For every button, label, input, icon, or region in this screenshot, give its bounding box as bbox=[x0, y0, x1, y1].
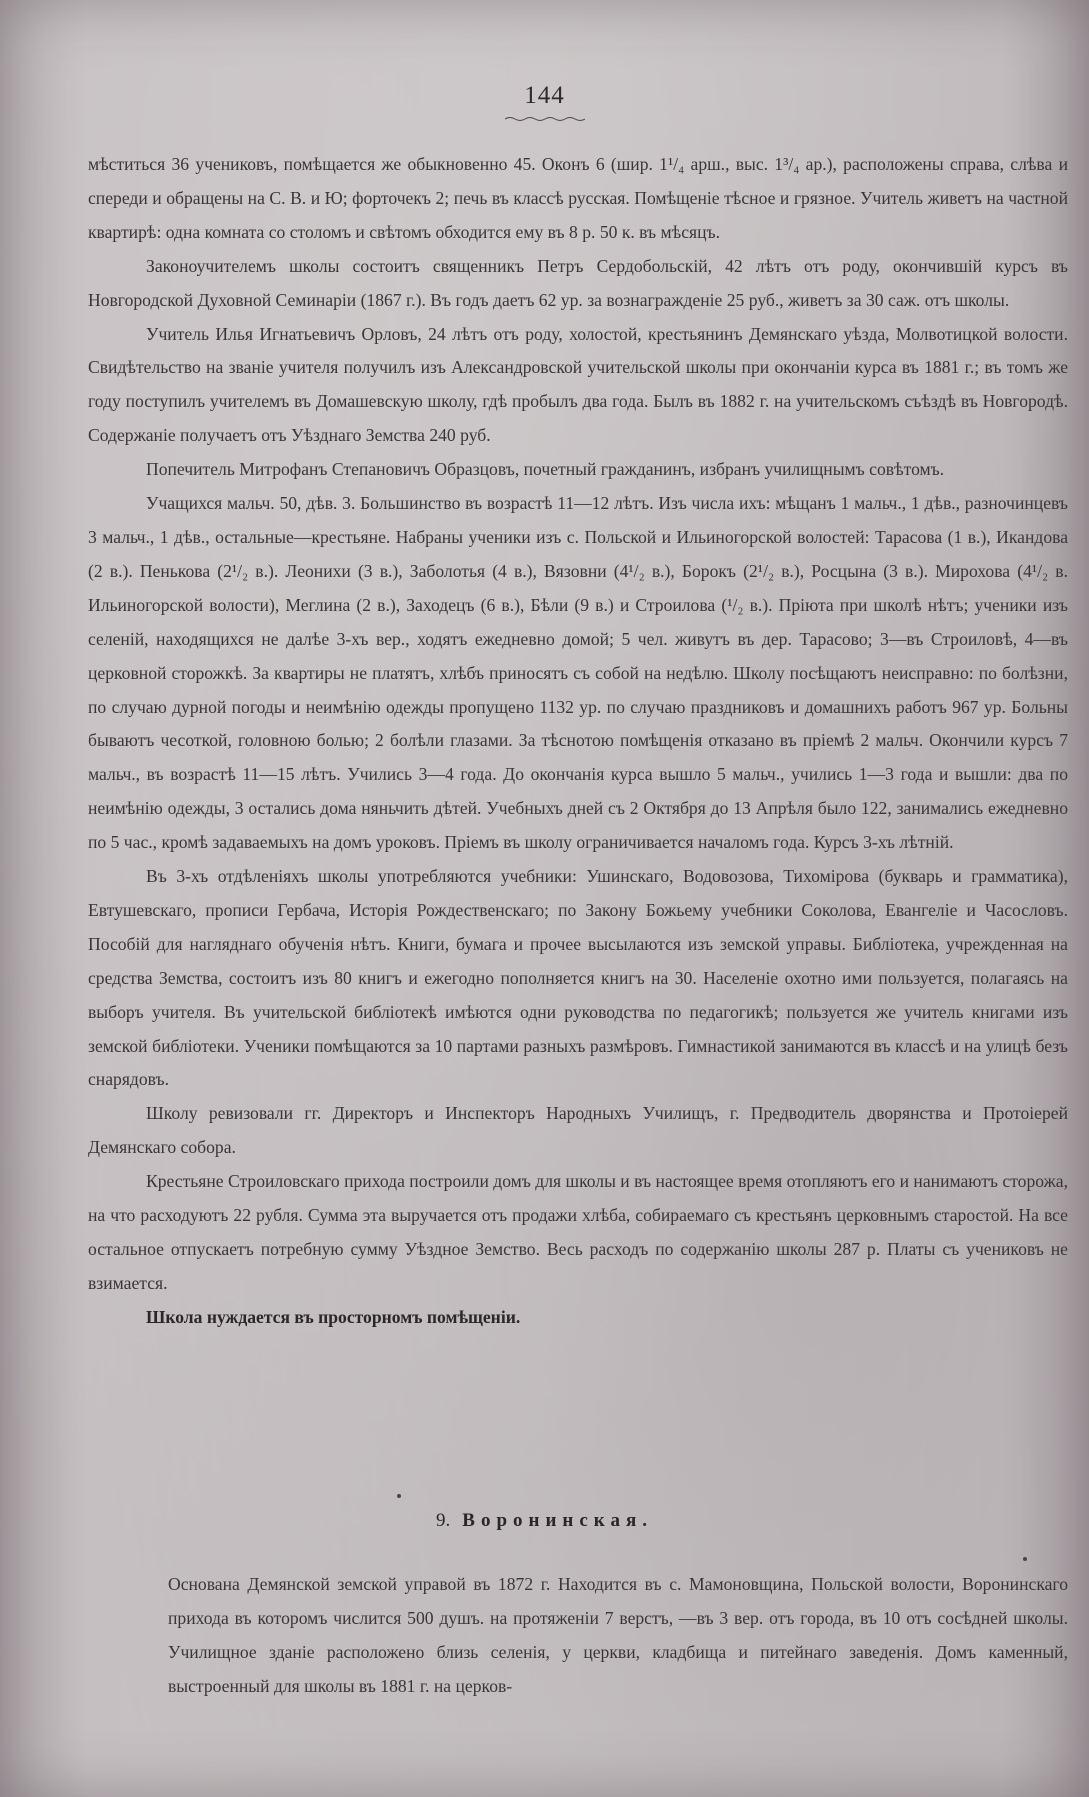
paragraph-trustee: Попечитель Митрофанъ Степановичъ Образцовъ, почетный гражданинъ, избранъ училищнымъ совѣтомъ. bbox=[146, 459, 945, 480]
paragraph-inspection: Школу ревизовали гг. Директоръ и Инспекторъ Народныхъ Училищъ, г. Предводитель дворянства и Протоіерей Демянскаго собора. bbox=[88, 1103, 1068, 1158]
paragraph-funding: Крестьяне Строиловскаго прихода построили домъ для школы и въ настоящее время отопляютъ его и нанимаютъ сторожа, на что расходуютъ 22 рубля. Сумма эта выручается отъ продажи хлѣба, собираемаго съ крестьянъ церковнымъ старостой. На все остальное отпускаетъ потребную сумму Уѣздное Земство. Весь расходъ по содержанію школы 287 р. Платы съ учениковъ не взимается. bbox=[88, 1171, 1068, 1293]
paragraph-room-description: мѣститься 36 учениковъ, помѣщается же обыкновенно 45. Оконъ 6 (шир. 1¹/₄ арш., выс. 1³/₄ ар.), расположены справа, слѣва и спереди и обращены на С. В. и Ю; форточекъ 2; печь въ классѣ русская. Помѣщеніе тѣсное и грязное. Учитель живетъ на частной квартирѣ: одна комната со столомъ и свѣтомъ обходится ему въ 8 р. 50 к. въ мѣсяцъ. bbox=[88, 154, 1068, 242]
print-speck bbox=[397, 1494, 401, 1498]
paragraph-teacher: Учитель Илья Игнатьевичъ Орловъ, 24 лѣтъ отъ роду, холостой, крестьянинъ Демянскаго уѣзда, Молвотицкой волости. Свидѣтельство на званіе учителя получилъ изъ Александровской учительской школы при окончаніи курса въ 1881 г.; въ томъ же году поступилъ учителемъ въ Домашевскую школу, гдѣ пробылъ два года. Былъ въ 1882 г. на учительскомъ съѣздѣ въ Новгородѣ. Содержаніе получаетъ отъ Уѣзднаго Земства 240 руб. bbox=[88, 323, 1068, 446]
section-title: Воронинская. bbox=[462, 1510, 653, 1531]
paragraph-voroninskaya: Основана Демянской земской управой въ 1872 г. Находится въ с. Мамоновщина, Польской волости, Воронинскаго прихода въ которомъ числится 500 душъ. на протяженіи 7 верстъ, —въ 3 вер. отъ города, въ 10 отъ сосѣдней школы. Училищное зданіе расположено близь селенія, у церкви, кладбища и питейнаго заведенія. Домъ каменный, выстроенный для школы въ 1881 г. на церков- bbox=[168, 1574, 1068, 1696]
page-number: 144 bbox=[524, 82, 565, 109]
paragraph-students: Учащихся мальч. 50, дѣв. 3. Большинство въ возрастѣ 11—12 лѣтъ. Изъ числа ихъ: мѣщанъ 1 мальч., 1 дѣв., разночинцевъ 3 мальч., 1 дѣв., остальные—крестьяне. Набраны ученики изъ с. Польской и Ильиногорской волостей: Тарасова (1 в.), Икандова (2 в.). Пенькова (2¹/₂ в.). Леонихи (3 в.), Заболотья (4 в.), Вязовни (4¹/₂ в.), Борокъ (2¹/₂ в.), Росцына (3 в.). Мирохова (4¹/₂ в. Ильиногорской волости), Меглина (2 в.), Заходецъ (6 в.), Бѣли (9 в.) и Строилова (¹/₂ в.). Пріюта при школѣ нѣтъ; ученики изъ селеній, находящихся не далѣе 3-хъ вер., ходятъ ежедневно домой; 5 чел. живутъ въ дер. Тарасово; 3—въ Строиловѣ, 4—въ церковной сторожкѣ. За квартиры не платятъ, хлѣбъ приносятъ съ собой на недѣлю. Школу посѣщаютъ неисправно: по болѣзни, по случаю дурной погоды и неимѣнію одежды пропущено 1132 ур. по случаю праздниковъ и домашнихъ работъ 967 ур. Больны бываютъ чесоткой, головною болью; 2 болѣли глазами. За тѣснотою помѣщенія отказано въ пріемѣ 2 мальч. Окончили курсъ 7 мальч., въ возрастѣ 11—15 лѣтъ. Учились 3—4 года. До окончанія курса вышло 5 мальч., учились 1—3 года и вышли: два по неимѣнію одежды, 3 остались дома няньчить дѣтей. Учебныхъ дней съ 2 Октября до 13 Апрѣля было 122, занимались ежедневно по 5 час., кромѣ задаваемыхъ на домъ уроковъ. Пріемъ въ школу ограничивается началомъ года. Курсъ 3-хъ лѣтній. bbox=[88, 493, 1068, 853]
body-text bbox=[88, 148, 1068, 1335]
page-number-ornament bbox=[505, 116, 585, 122]
paragraph-religion-teacher: Законоучителемъ школы состоитъ священникъ Петръ Сердобольскій, 42 лѣтъ отъ роду, окончившій курсъ въ Новгородской Духовной Семинаріи (1867 г.). Въ годъ даетъ 62 ур. за вознагражденіе 25 руб., живетъ за 30 саж. отъ школы. bbox=[88, 255, 1068, 310]
paragraph-needs: Школа нуждается въ просторномъ помѣщеніи. bbox=[146, 1306, 521, 1327]
section-heading bbox=[0, 1510, 1089, 1532]
section-number: 9. bbox=[436, 1510, 451, 1531]
paragraph-textbooks: Въ 3-хъ отдѣленіяхъ школы употребляются учебники: Ушинскаго, Водовозова, Тихомірова (букварь и грамматика), Евтушевскаго, прописи Гербача, Исторія Рождественскаго; по Закону Божьему учебники Соколова, Евангеліе и Часословъ. Пособій для нагляднаго обученія нѣтъ. Книги, бумага и прочее высылаются изъ земской управы. Библіотека, учрежденная на средства Земства, состоитъ изъ 80 книгъ и ежегодно пополняется книгъ на 30. Населеніе охотно ими пользуется, полагаясь на выборъ учителя. Въ учительской библіотекѣ имѣются одни руководства по педагогикѣ; пользуется же учитель книгами изъ земской библіотеки. Ученики помѣщаются за 10 партами разныхъ размѣровъ. Гимнастикой занимаются въ классѣ и на улицѣ безъ снарядовъ. bbox=[88, 866, 1068, 1090]
section-body-text bbox=[168, 1567, 1068, 1703]
print-speck bbox=[1023, 1557, 1027, 1561]
